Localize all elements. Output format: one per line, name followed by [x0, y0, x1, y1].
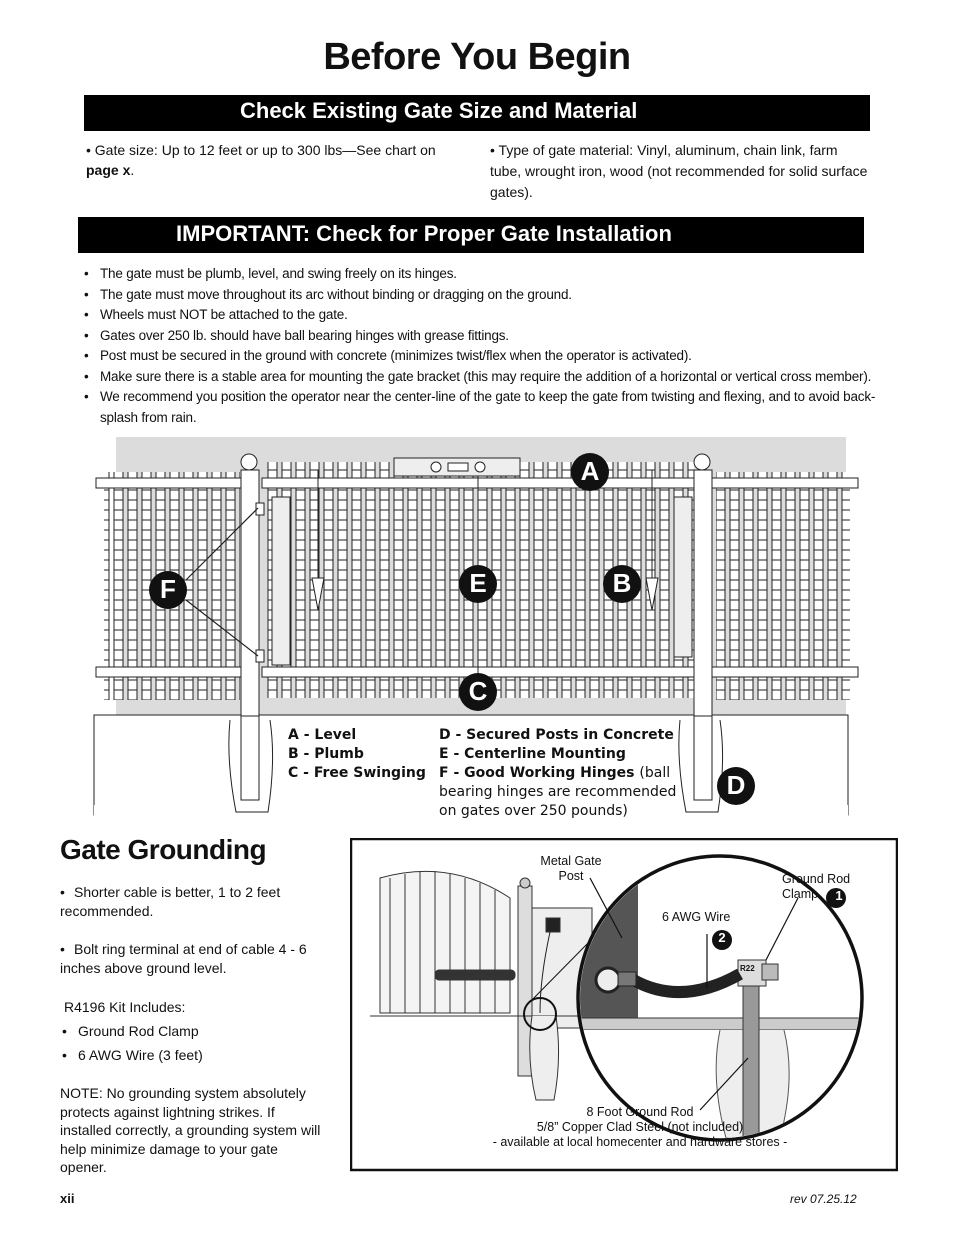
list-item: • The gate must be plumb, level, and swing freely on its hinges. [84, 264, 894, 285]
kit-heading: R4196 Kit Includes: [64, 999, 186, 1015]
gate-type-text: Vinyl, aluminum, chain link, farm tube, wrought iron, wood (not recommended for solid surface gates). [490, 142, 868, 200]
kit-item: • 6 AWG Wire (3 feet) [62, 1047, 203, 1063]
revision-date: rev 07.25.12 [790, 1192, 857, 1206]
list-item: • Post must be secured in the ground with concrete (minimizes twist/flex when the operator is activated). [84, 346, 894, 367]
list-item: • Gates over 250 lb. should have ball bearing hinges with grease fittings. [84, 326, 894, 347]
legend-item: F - Good Working Hinges (ball [439, 765, 671, 781]
marker-b: B [612, 568, 632, 598]
legend-right: D - Secured Posts in Concrete E - Centerline Mounting F - Good Working Hinges (ball bearing hinges are recommended on gates over 250 pounds) [439, 726, 684, 821]
vertical-level-right [674, 497, 692, 657]
legend-left [288, 726, 438, 783]
gate-type-bullet: • Type of gate material: Vinyl, aluminum, chain link, farm tube, wrought iron, wood (not recommended for solid surface gates). [490, 142, 868, 200]
legend-item: B - Plumb [288, 746, 364, 762]
legend-item: E - Centerline Mounting [439, 746, 626, 762]
gate-size-ref: page x [86, 162, 131, 178]
legend-item: D - Secured Posts in Concrete [439, 727, 674, 743]
label-ground-rod: 8 Foot Ground Rod 5/8” Copper Clad Steel (not included) - available at local homecenter and hardware stores - [492, 1105, 788, 1149]
marker-c: C [468, 676, 488, 706]
list-item: • Wheels must NOT be attached to the gate. [84, 305, 894, 326]
legend-item: C - Free Swinging [288, 765, 426, 781]
label-ground-rod-clamp: Ground Rod Clamp [782, 872, 851, 901]
marker-f: F [160, 574, 176, 604]
section-heading-important: IMPORTANT: Check for Proper Gate Installation [78, 217, 864, 253]
number-2: 2 [718, 930, 726, 945]
vertical-level-left [272, 497, 290, 665]
marker-e: E [469, 568, 487, 598]
list-item: • Make sure there is a stable area for mounting the gate bracket (this may require the addition of a horizontal or vertical cross member). [84, 367, 894, 388]
grounding-heading: Gate Grounding [60, 834, 267, 865]
legend-item: A - Level [288, 727, 357, 743]
label-wire: 6 AWG Wire [662, 910, 731, 924]
grounding-bullet: • Bolt ring terminal at end of cable 4 - 6 inches above ground level. [60, 941, 307, 976]
grounding-bullet: • Shorter cable is better, 1 to 2 feet recommended. [60, 884, 281, 919]
gate-size-bullet: • Gate size: Up to 12 feet or up to 300 lbs—See chart on page x. [86, 142, 436, 178]
gate-size-label: Gate size: [94, 142, 158, 158]
grounding-note: NOTE: No grounding system absolutely protects against lightning strikes. If installed correctly, a grounding system will help minimize damage to your gate opener. [60, 1085, 321, 1175]
page-number: xii [60, 1191, 75, 1206]
number-1: 1 [835, 888, 843, 903]
rod-stamp: R22 [740, 964, 755, 973]
marker-a: A [580, 456, 600, 486]
list-item: • We recommend you position the operator near the center-line of the gate to keep the gate from twisting and flexing, and to avoid back-splash from rain. [84, 387, 894, 428]
gate-size-text: Up to 12 feet or up to 300 lbs—See chart on [161, 142, 436, 158]
kit-item: • Ground Rod Clamp [62, 1023, 199, 1039]
section-heading-gate-size: Check Existing Gate Size and Material [84, 95, 870, 131]
label-metal-gate-post: Metal Gate Post [540, 854, 602, 883]
list-item: • The gate must move throughout its arc without binding or dragging on the ground. [84, 285, 894, 306]
gate-type-label: Type of gate material: [498, 142, 634, 158]
right-fence-panel [712, 472, 858, 700]
level-tool [394, 458, 520, 476]
marker-d: D [726, 770, 746, 800]
page-title: Before You Begin [323, 36, 631, 78]
